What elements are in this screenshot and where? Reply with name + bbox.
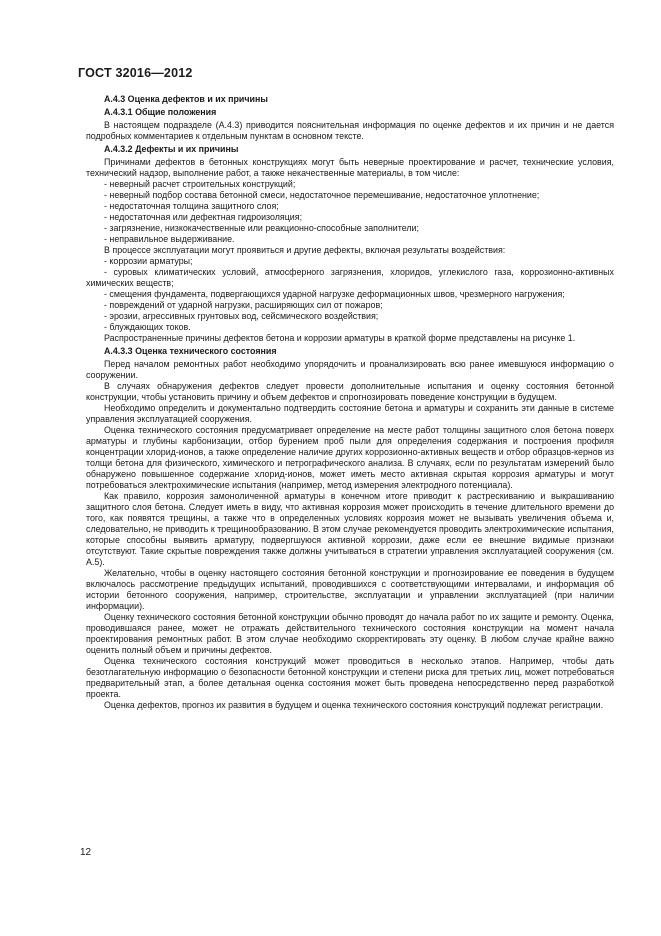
paragraph-a431-1: В настоящем подразделе (А.4.3) приводится пояснительная информация по оценке дефектов и их причин и не дается подробных комментариев к отдельным пунктам в основном тексте. (86, 120, 614, 141)
list-item: - неверный подбор состава бетонной смеси, недостаточное перемешивание, недостаточное уплотнение; (104, 190, 540, 200)
paragraph-a432-2: В процессе эксплуатации могут проявиться и другие дефекты, включая результаты воздействия: (104, 245, 506, 255)
paragraph-a432-3: Распространенные причины дефектов бетона и коррозии арматуры в краткой форме представлены на рисунке 1. (104, 333, 576, 343)
list-item: - неправильное выдерживание. (104, 234, 235, 244)
paragraph-a433-9: Оценка дефектов, прогноз их развития в будущем и оценка технического состояния конструкций подлежат регистрации. (104, 700, 604, 710)
list-item: - неверный расчет строительных конструкций; (104, 179, 296, 189)
document-body (86, 94, 614, 711)
paragraph-a433-4: Оценка технического состояния предусматривает определение на месте работ толщины защитного слоя бетона поверх арматуры и глубины карбонизации, отбор бурением проб пыли для определения содержания и построения профиля концентрации хлорид-ионов, а также определение наличие других коррозионно-активных веществ и отбор образцов-кернов из толщи бетона для физического, химического и петрографического анализа. В случаях, если по результатам измерений было обнаружено повышенное содержание хлорид-ионов, может иметь место активная скрытая коррозия арматуры и могут потребоваться электрохимические испытания (например, метод измерения электродного потенциала). (86, 425, 614, 490)
list-item: - загрязнение, низкокачественные или реакционно-способные заполнители; (104, 223, 419, 233)
list-item: - недостаточная или дефектная гидроизоляция; (104, 212, 303, 222)
list-item: - суровых климатических условий, атмосферного загрязнения, хлоридов, углекислого газа, коррозионно-активных химических веществ; (86, 267, 614, 288)
list-item: - недостаточная толщина защитного слоя; (104, 201, 279, 211)
paragraph-a433-7: Оценку технического состояния бетонной конструкции обычно проводят до начала работ по их защите и ремонту. Оценка, проводившаяся ранее, может не отражать действительного технического состояния конструкции на момент начала проектирования ремонтных работ. В этом случае необходимо скорректировать эту оценку. В любом случае крайне важно оценить полный объем и причины дефектов. (86, 612, 614, 655)
page-number: 12 (80, 847, 92, 858)
defect-causes-list (86, 179, 614, 245)
paragraph-a433-2: В случаях обнаружения дефектов следует провести дополнительные испытания и оценку состояния бетонной конструкции, чтобы установить причину и объем дефектов и спрогнозировать поведение конструкции в будущем. (86, 381, 614, 402)
document-header: ГОСТ 32016—2012 (78, 66, 193, 80)
section-heading-a432: А.4.3.2 Дефекты и их причины (104, 144, 239, 154)
list-item: - коррозии арматуры; (104, 256, 193, 266)
list-item: - повреждений от ударной нагрузки, расширяющих сил от пожаров; (104, 300, 383, 310)
section-heading-a431: А.4.3.1 Общие положения (104, 107, 217, 117)
list-item: - смещения фундамента, подвергающихся ударной нагрузке деформационных швов, чрезмерного нагружения; (104, 289, 565, 299)
section-heading-a433: А.4.3.3 Оценка технического состояния (104, 346, 277, 356)
paragraph-a433-6: Желательно, чтобы в оценку настоящего состояния бетонной конструкции и прогнозирование ее поведения в будущем включалось рассмотрение предыдущих испытаний, проводившихся с соответствующими интервалами, и информация об истории бетонного сооружения, например, строительстве, эксплуатации и управлении эксплуатацией (при наличии информации). (86, 568, 614, 611)
paragraph-a433-8: Оценка технического состояния конструкций может проводиться в несколько этапов. Например, чтобы дать безотлагательную информацию о безопасности бетонной конструкции и степени риска для третьих лиц, может потребоваться предварительный этап, а более детальная оценка состояния может быть проведена непосредственно перед разработкой проекта. (86, 656, 614, 699)
paragraph-a432-1: Причинами дефектов в бетонных конструкциях могут быть неверные проектирование и расчет, технические условия, технический надзор, выполнение работ, а также некачественные материалы, в том числе: (86, 157, 614, 178)
paragraph-a433-1: Перед началом ремонтных работ необходимо упорядочить и проанализировать всю ранее имевшуюся информацию о сооружении. (86, 359, 614, 380)
operation-defects-list (86, 256, 614, 333)
paragraph-a433-3: Необходимо определить и документально подтвердить состояние бетона и арматуры и сохранить эти данные в системе управления эксплуатацией сооружения. (86, 403, 614, 424)
list-item: - эрозии, агрессивных грунтовых вод, сейсмического воздействия; (104, 311, 379, 321)
section-heading-a43: А.4.3 Оценка дефектов и их причины (104, 94, 268, 104)
paragraph-a433-5: Как правило, коррозия замоноличенной арматуры в конечном итоге приводит к растрескиванию и выкрашиванию защитного слоя бетона. Следует иметь в виду, что активная коррозия может происходить в течение длительного времени до того, как появятся трещины, а также что в определенных условиях коррозия может не вызывать увеличения объема и, следовательно, не приводить к трещинообразованию. В этом случае рекомендуется проводить электрохимические испытания, которые способны выявить арматуру, подвергшуюся активной коррозии, даже если ее внешние видимые признаки отсутствуют. Такие скрытые повреждения также должны учитываться в стратегии управления эксплуатацией сооружения (см. А.5). (86, 491, 614, 567)
list-item: - блуждающих токов. (104, 322, 191, 332)
